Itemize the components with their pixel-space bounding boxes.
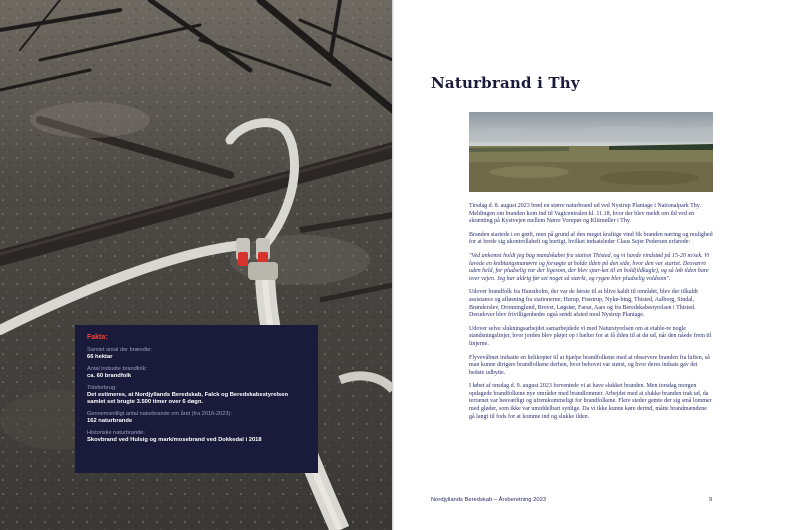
page-number: 9 xyxy=(709,497,713,503)
facts-box xyxy=(75,325,318,473)
facts-item xyxy=(87,385,306,406)
article-paragraph: Branden startede i en grøft, men på grund af den meget kraftige vind fik branden næring og mulighed for at brede sig ukontrollabelt og hurtigt, hvilket indsatsleder Claus Sejer Pedersen erfarede: xyxy=(469,231,713,246)
facts-value: ca. 60 brandfolk xyxy=(87,373,132,379)
facts-heading: Fakta: xyxy=(87,334,108,341)
facts-label: Tidsforbrug: xyxy=(87,385,117,391)
right-page xyxy=(394,0,787,530)
page-footer: Nordjyllands Beredskab – Årsberetning 2023 xyxy=(431,497,547,503)
facts-value: 66 hektar xyxy=(87,354,113,360)
facts-item xyxy=(87,430,306,444)
page-title: Naturbrand i Thy xyxy=(431,74,580,92)
facts-item xyxy=(87,347,306,361)
facts-value: Skovbrand ved Hulsig og mark/mosebrand ved Dokkedal i 2018 xyxy=(87,437,262,443)
article-paragraph: Udover selve slukningsarbejdet samarbejdede vi med Naturstyrelsen om at etable-re nogle standsningslinjer, hvor jorden blev pløjet op i bælter for at få ilden til at dø ud, når den nåede frem til linjerne. xyxy=(469,325,712,347)
article-quote: "Ved ankomst holdt jeg bag mandskabet fra station Thisted, og vi havde vindstød på 15-20 m/sek. Vi lavede en knibtangsmanøvre og forsøgte at holde ilden på den side, hvor den var startet. Desværre uden held, for pludselig var der ligesom, der blev spar-ket til en bold(ildkugle), og så løb ilden bare over vejen. Jeg har aldrig før set noget så stærkt, og rygen blev pludselig voldsom". xyxy=(469,252,710,282)
facts-item xyxy=(87,366,306,380)
facts-label: Samlet areal der brændte: xyxy=(87,347,152,353)
facts-label: Gennemsnitligt antal naturbrande om året (fra 2016-2023): xyxy=(87,411,232,417)
article-paragraph: Tirsdag d. 8. august 2023 brød en større naturbrand ud ved Nystrup Plantage i Nationalpark Thy. Meldingen om branden kom ind til Vagtcentralen kl. 11.18, hvor der blev meldt om ild ved en skrænting på Kystvejen mellem Nørre Vorupør og Klitmøller i Thy. xyxy=(469,203,701,225)
heathland-photo xyxy=(469,112,713,192)
facts-item xyxy=(87,411,306,425)
article-body xyxy=(469,203,713,427)
facts-value: Det estimeres, at Nordjyllands Beredskab, Falck og Beredskabsstyrelsen samlet set brugte 3.500 timer over 6 døgn. xyxy=(87,392,289,405)
facts-label: Historiske naturbrande: xyxy=(87,430,145,436)
facts-value: 162 naturbrande xyxy=(87,418,133,424)
article-paragraph: Udover brandfolk fra Hanstholm, der var de første til at blive kaldt til området, blev der tilkaldt assistance og afløsning fra stationerne; Hurup, Frøstrup, Nykø-bing, Thisted, Aalborg, Sindal, Brønderslev, Dronninglund, Brovst, Løgstør, Farsø, Aars og fra Beredskabsstyrelsen i Thisted. Derudover blev frivilligenheder også sendt afsted mod Nystrup Plantage. xyxy=(469,289,698,319)
article-paragraph: Flyvevåbnet indsatte en helikopter til at hjælpe brandfolkene med at observere branden fra luften, så man kunne dirigere brandfolkene derhen, hvor behovet var størst, og hvor deres indsats gav det bedste udbytte. xyxy=(469,354,710,376)
article-paragraph: I løbet af onsdag d. 9. august 2023 forventede vi at have slukket branden. Men torsdag morgen opdagede brandfolkene nye områder med brandlommer. Arbejdet med at slukke branden trak ud, da terrænet var besværligt og ufremkommeligt for brandfolkene. Flere steder gemte der sig små lommer med gløder, som ikke var umiddelbart synlige. Da vi ikke kunne køre derind, måtte brandmændene gå langt til fods for at komme ind og slukke ilden. xyxy=(469,383,712,420)
facts-label: Antal indsatte brandfolk: xyxy=(87,366,148,372)
